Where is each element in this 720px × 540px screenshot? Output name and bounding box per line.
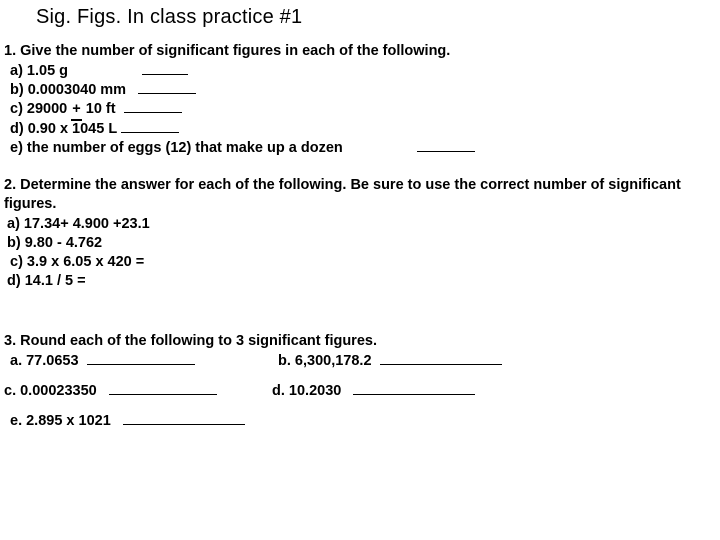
q3-item-a: [10, 352, 278, 371]
q3-item-b: [278, 352, 502, 371]
answer-blank[interactable]: [353, 394, 475, 395]
answer-blank[interactable]: [380, 364, 502, 365]
answer-blank[interactable]: [109, 394, 217, 395]
page-title: Sig. Figs. In class practice #1: [36, 6, 303, 28]
plus-minus-glyph: +: [72, 101, 81, 118]
q3-item-a-text: a. 77.0653: [10, 352, 79, 369]
spacer: [4, 158, 716, 176]
list-item: a) 17.34+ 4.900 +23.1: [7, 216, 150, 232]
list-item: c) 3.9 x 6.05 x 420 =: [10, 254, 145, 271]
list-item: [4, 62, 716, 81]
list-item: [4, 382, 716, 401]
list-item: [4, 81, 716, 100]
spacer: [4, 401, 716, 412]
answer-blank[interactable]: [417, 151, 475, 152]
q1-item-b-text: b) 0.0003040 mm: [10, 82, 127, 99]
q1-item-d-text: d) 0.90 x 1045 L: [10, 120, 117, 137]
question-1-prompt: 1. Give the number of significant figures in each of the following.: [4, 43, 451, 59]
q1-item-a-text: a) 1.05 g: [10, 63, 69, 80]
plus-minus-bar: [71, 119, 81, 121]
answer-blank[interactable]: [121, 132, 179, 133]
list-item: [4, 412, 716, 431]
list-item: d) 14.1 / 5 =: [7, 273, 86, 290]
answer-blank[interactable]: [124, 112, 182, 113]
q3-item-e-text: e. 2.895 x 1021: [10, 412, 111, 429]
q3-item-c: [4, 382, 272, 401]
q1-item-c-text-2: 10 ft: [81, 101, 116, 118]
q3-item-b-text: b. 6,300,178.2: [278, 352, 372, 369]
list-item: [4, 352, 716, 371]
plus-minus-symbol: [71, 100, 81, 119]
q3-item-d: [272, 382, 475, 401]
answer-blank[interactable]: [87, 364, 195, 365]
question-2-prompt: 2. Determine the answer for each of the following. Be sure to use the correct number of significant figures.: [4, 176, 681, 212]
spacer: [4, 292, 716, 332]
slide-body: [4, 42, 716, 431]
q3-item-c-text: c. 0.00023350: [4, 382, 97, 399]
answer-blank[interactable]: [138, 93, 196, 94]
q1-item-e-text: e) the number of eggs (12) that make up a dozen: [10, 139, 343, 156]
answer-blank[interactable]: [123, 424, 245, 425]
list-item: [4, 100, 716, 119]
question-3-prompt: 3. Round each of the following to 3 significant figures.: [4, 332, 377, 349]
spacer: [4, 371, 716, 382]
q3-item-d-text: d. 10.2030: [272, 382, 342, 399]
q1-item-c-text: c) 29000: [10, 101, 72, 118]
list-item: [4, 120, 716, 139]
list-item: b) 9.80 - 4.762: [7, 235, 103, 252]
list-item: [4, 139, 716, 158]
answer-blank[interactable]: [142, 74, 188, 75]
